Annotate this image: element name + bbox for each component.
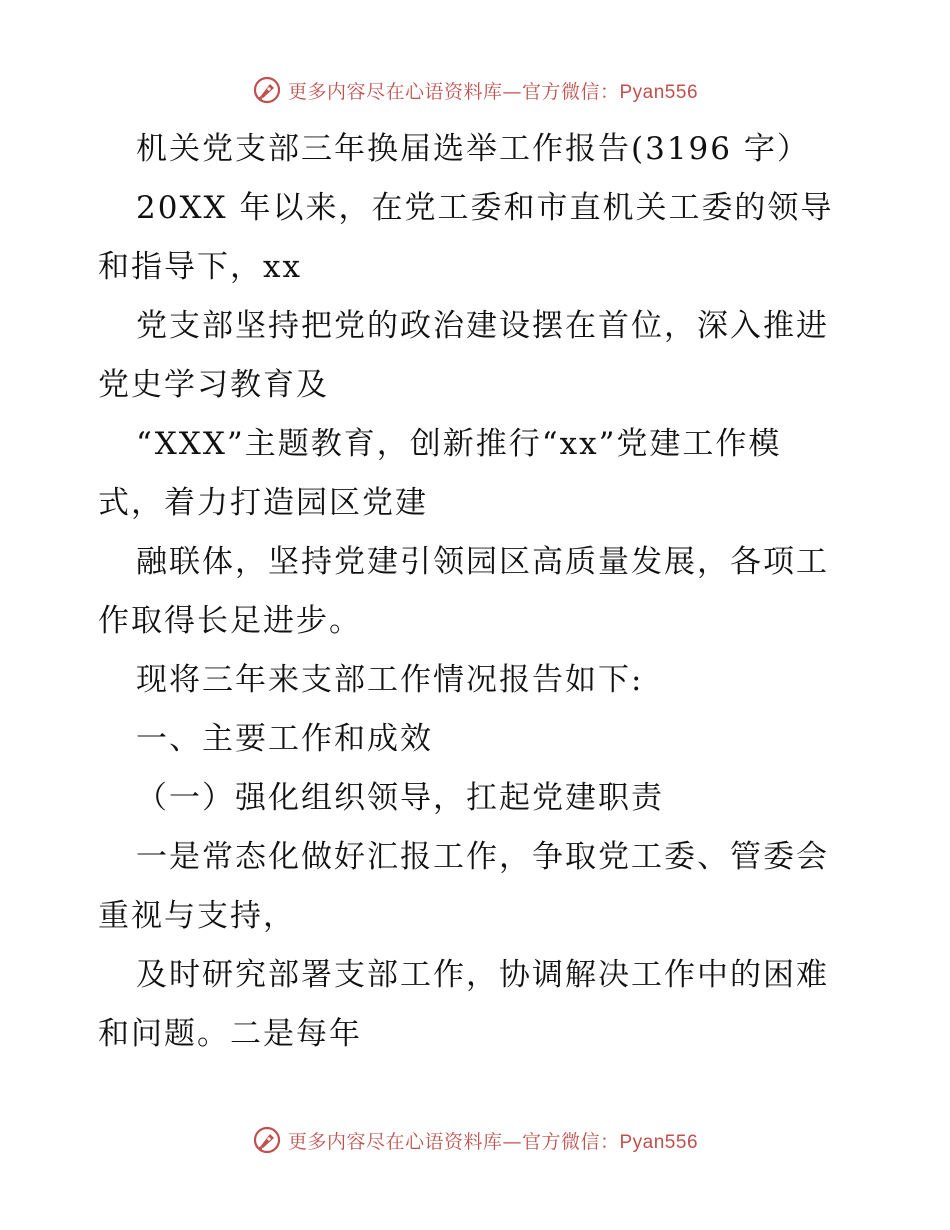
pen-nib-logo-icon [252,1125,282,1155]
section-heading: 一、主要工作和成效 [136,721,433,757]
watermark-text [288,77,698,104]
watermark-text [288,1127,698,1154]
paragraph-line: 式，着力打造园区党建 [98,485,428,521]
paragraph-line: 重视与支持， [98,898,296,934]
watermark-banner-bottom [0,1120,950,1160]
document-title: 机关党支部三年换届选举工作报告(3196 字） [136,131,810,167]
pen-nib-logo-icon [252,75,282,105]
watermark-wechat-id: Pyan556 [619,81,699,103]
watermark-content [252,1125,698,1155]
watermark-label: 更多内容尽在心语资料库—官方微信： [287,80,620,103]
watermark-label: 更多内容尽在心语资料库—官方微信： [287,1130,620,1153]
paragraph-line: 党支部坚持把党的政治建设摆在首位，深入推进 [136,308,829,344]
document-body [98,120,858,1064]
paragraph-line: 融联体，坚持党建引领园区高质量发展，各项工 [136,544,829,580]
paragraph-line: 现将三年来支部工作情况报告如下: [136,662,644,698]
subsection-heading: （一）强化组织领导，扛起党建职责 [136,780,664,816]
watermark-banner-top [0,70,950,110]
paragraph-line: 及时研究部署支部工作，协调解决工作中的困难 [136,957,829,993]
paragraph-line: 和指导下，xx [98,249,302,285]
watermark-wechat-id: Pyan556 [619,1131,699,1153]
watermark-content [252,75,698,105]
paragraph-line: 20XX 年以来，在党工委和市直机关工委的领导 [136,190,834,226]
paragraph-line: 作取得长足进步。 [98,603,362,639]
paragraph-line: 和问题。二是每年 [98,1016,362,1052]
paragraph-line: “XXX”主题教育，创新推行“xx”党建工作模 [136,426,782,462]
paragraph-line: 党史学习教育及 [98,367,329,403]
paragraph-line: 一是常态化做好汇报工作，争取党工委、管委会 [136,839,829,875]
